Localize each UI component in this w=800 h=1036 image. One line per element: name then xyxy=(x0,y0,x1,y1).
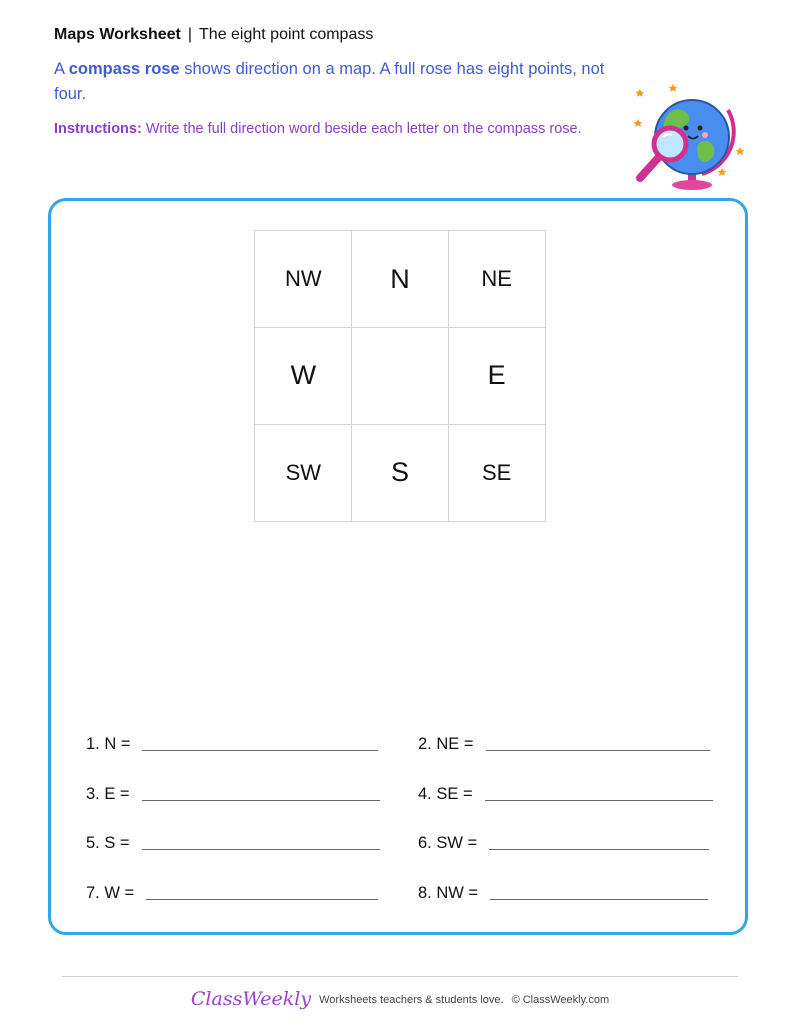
answer-line[interactable] xyxy=(142,799,380,801)
compass-rose-grid xyxy=(255,231,545,521)
question-label: 4. SE = xyxy=(418,785,473,803)
question-label: 2. NE = xyxy=(418,735,474,753)
footer xyxy=(0,988,800,1010)
question-label: 8. NW = xyxy=(418,884,479,902)
answer-line[interactable] xyxy=(486,749,710,751)
answer-line[interactable] xyxy=(485,799,713,801)
footer-copyright: © ClassWeekly.com xyxy=(511,994,610,1006)
answer-line[interactable] xyxy=(142,749,378,751)
rose-cell-sw: SW xyxy=(254,424,352,522)
question-item xyxy=(86,834,380,853)
question-item xyxy=(86,785,380,804)
instructions-label: Instructions: xyxy=(54,121,142,137)
answer-line[interactable] xyxy=(142,848,380,850)
intro-keyword: compass rose xyxy=(68,60,180,78)
answer-line[interactable] xyxy=(146,898,378,900)
question-item xyxy=(418,785,713,804)
question-item xyxy=(418,735,710,754)
intro-pre: A xyxy=(54,60,69,78)
answer-line[interactable] xyxy=(489,848,709,850)
worksheet-title xyxy=(54,26,373,44)
question-item xyxy=(86,735,378,754)
instructions-text xyxy=(54,118,594,140)
intro-text xyxy=(54,57,614,107)
footer-divider xyxy=(62,976,738,977)
rose-cell-se: SE xyxy=(448,424,546,522)
question-item xyxy=(418,834,709,853)
instructions-body: Write the full direction word beside each letter on the compass rose. xyxy=(141,121,582,137)
rose-cell-center xyxy=(351,327,449,425)
question-label: 3. E = xyxy=(86,785,130,803)
question-label: 5. S = xyxy=(86,834,130,852)
worksheet-name: Maps Worksheet xyxy=(54,26,181,43)
question-label: 6. SW = xyxy=(418,834,478,852)
question-item xyxy=(86,884,378,903)
rose-cell-nw: NW xyxy=(254,230,352,328)
title-separator: | xyxy=(187,26,193,43)
question-item xyxy=(418,884,708,903)
answer-line[interactable] xyxy=(490,898,708,900)
globe-with-magnifier-icon xyxy=(630,82,750,194)
worksheet-topic: The eight point compass xyxy=(199,26,374,43)
intro-post: shows direction on a map. A full rose has eight points, not four. xyxy=(54,60,605,103)
rose-cell-ne: NE xyxy=(448,230,546,328)
question-label: 1. N = xyxy=(86,735,131,753)
rose-cell-e: E xyxy=(448,327,546,425)
question-label: 7. W = xyxy=(86,884,135,902)
footer-tagline: Worksheets teachers & students love. xyxy=(319,994,504,1006)
rose-cell-w: W xyxy=(254,327,352,425)
brand-logo: ClassWeekly xyxy=(190,988,312,1010)
rose-cell-s: S xyxy=(351,424,449,522)
rose-cell-n: N xyxy=(351,230,449,328)
